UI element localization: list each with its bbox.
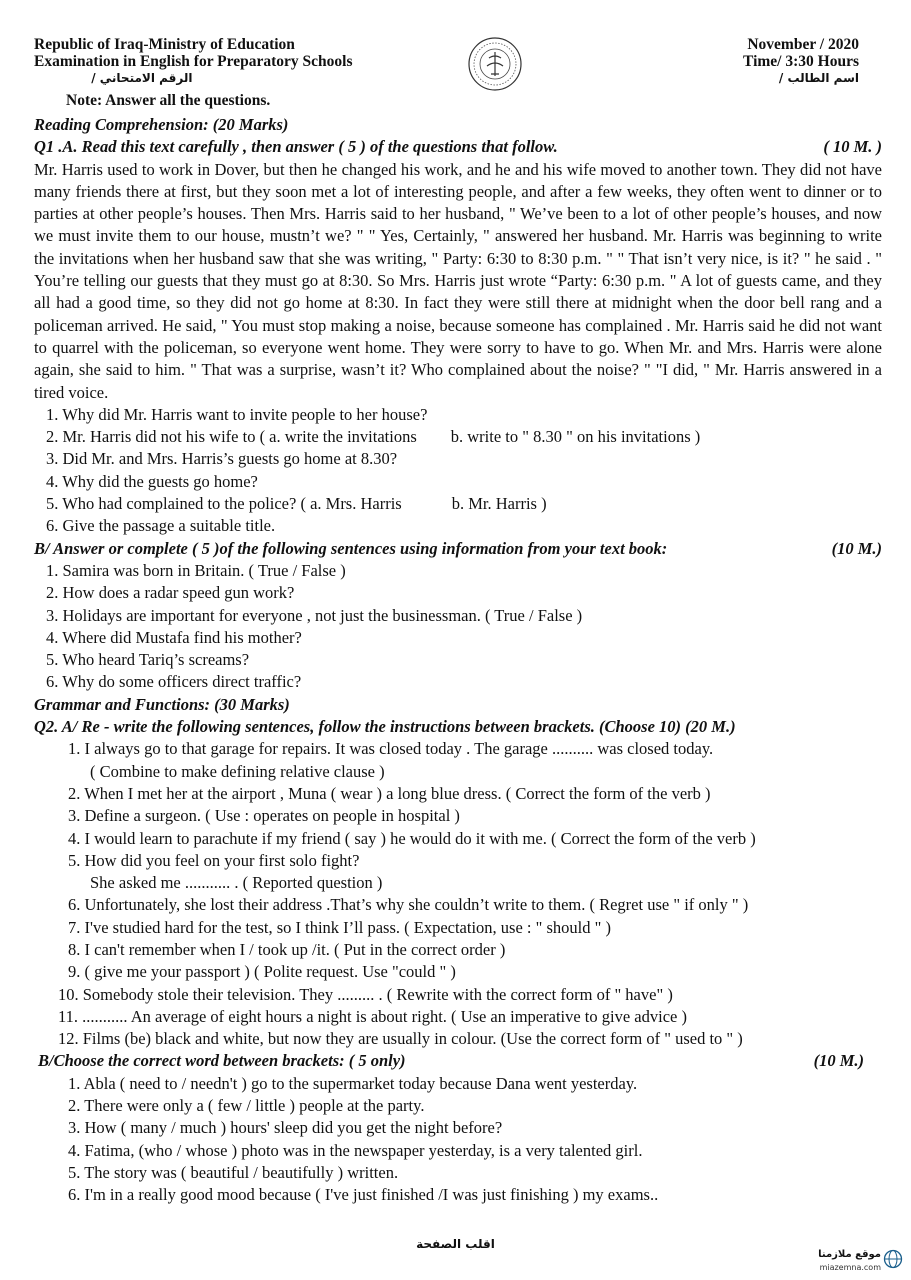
q2a-item-instruction: ( Combine to make defining relative clause ) (90, 761, 385, 781)
q1a-question: 4. Why did the guests go home? (46, 471, 258, 491)
q2b-item: 6. I'm in a really good mood because ( I've just finished /I was just finishing ) my exams.. (68, 1185, 659, 1205)
q2a-item: 9. ( give me your passport ) ( Polite request. Use "could " ) (68, 962, 456, 982)
ministry-seal-icon (467, 36, 523, 92)
q2a-item: 7. I've studied hard for the test, so I think I’ll pass. ( Expectation, use : " should " ) (68, 917, 611, 937)
exam-body (34, 114, 882, 1207)
q1a-header (34, 136, 882, 158)
q1b-marks: (10 M.) (831, 538, 882, 558)
exam-date: November / 2020 (747, 36, 859, 53)
q1b-prompt: B/ Answer or complete ( 5 )of the following sentences using information from your text book: (34, 538, 668, 558)
reading-section-title: Reading Comprehension: (20 Marks) (34, 115, 289, 134)
q1a-option-b: b. Mr. Harris ) (451, 494, 547, 514)
q1b-question: 4. Where did Mustafa find his mother? (46, 627, 302, 647)
watermark-name: موقع ملازمنا (818, 1249, 881, 1260)
q2b-marks: (10 M.) (813, 1051, 864, 1071)
grammar-section-title: Grammar and Functions: (30 Marks) (34, 694, 290, 714)
student-name-label: اسم الطالب / (778, 71, 859, 85)
q1a-question (34, 426, 882, 448)
q2b-prompt: B/Choose the correct word between brackets: ( 5 only) (38, 1051, 406, 1071)
watermark-url: miazemna.com (819, 1263, 881, 1272)
q1a-question: 6. Give the passage a suitable title. (46, 516, 276, 536)
q2a-item: 5. How did you feel on your first solo fight? (68, 850, 360, 870)
q1b-question: 1. Samira was born in Britain. ( True / False ) (46, 560, 346, 580)
exam-time: Time/ 3:30 Hours (743, 53, 859, 70)
q1a-question-text: 5. Who had complained to the police? ( a. Mrs. Harris (46, 494, 402, 514)
q1a-question (34, 493, 882, 515)
header-right (743, 36, 859, 87)
exam-line: Examination in English for Preparatory Schools (34, 53, 353, 70)
note: Note: Answer all the questions. (66, 92, 271, 109)
q2a-item: 4. I would learn to parachute if my friend ( say ) he would do it with me. ( Correct the form of the verb ) (68, 828, 756, 848)
q1a-question: 1. Why did Mr. Harris want to invite people to her house? (46, 404, 428, 424)
q2a-item: 6. Unfortunately, she lost their address .That’s why she couldn’t write to them. ( Regret use " if only " ) (68, 895, 749, 915)
q1b-question: 6. Why do some officers direct traffic? (46, 672, 302, 692)
header-left (34, 36, 353, 87)
q2a-item: 8. I can't remember when I / took up /it. ( Put in the correct order ) (68, 939, 506, 959)
q1b-question: 3. Holidays are important for everyone , not just the businessman. ( True / False ) (46, 605, 583, 625)
globe-icon (883, 1249, 903, 1269)
q2b-item: 5. The story was ( beautiful / beautifully ) written. (68, 1162, 399, 1182)
q2b-item: 2. There were only a ( few / little ) people at the party. (68, 1096, 425, 1116)
q1b-header (34, 538, 882, 560)
q1a-option-b: b. write to " 8.30 " on his invitations ) (450, 427, 701, 447)
q1b-question: 5. Who heard Tariq’s screams? (46, 650, 250, 670)
q2a-item: 12. Films (be) black and white, but now they are usually in colour. (Use the correct form of " used to " ) (58, 1029, 743, 1049)
q1a-prompt: Q1 .A. Read this text carefully , then answer ( 5 ) of the questions that follow. (34, 137, 558, 157)
reading-passage: Mr. Harris used to work in Dover, but then he changed his work, and he and his wife moved to another town. They did not have many friends there at first, but they soon met a lot of interesting people, and after a few weeks, they often went to dinner or to parties at other people’s houses. Then Mrs. Harris said to her husband, " We’ve been to a lot of other people’s houses, and now we must invite them to our house, mustn’t we? " " Yes, Certainly, " answered her husband. Mr. Harris was beginning to write the invitations when her husband saw that she was writing, " Party: 6:30 to 8:30 p.m. " " That isn’t very nice, is it? " he said . " You’re telling our guests that they must go at 8:30. So Mrs. Harris just wrote “Party: 6:30 p.m. " A lot of guests came, and they all had a good time, so they did not go home at 8:30. In fact they were still there at midnight when the door bell rang and a policeman arrived. He said, " You must stop making a noise, because someone has complained . Mr. Harris said he did not want to quarrel with the policeman, so everyone went home. They were sorry to have to go. When Mr. and Mrs. Harris were alone again, she said to him. " That was a surprise, wasn’t it? Who complained about the noise? " "I did, " Mr. Harris answered in a tired voice. (34, 159, 882, 402)
q2b-header (34, 1050, 882, 1072)
q2b-item: 4. Fatima, (who / whose ) photo was in the newspaper yesterday, is a very talented girl. (68, 1140, 643, 1160)
q2a-item: 2. When I met her at the airport , Muna ( wear ) a long blue dress. ( Correct the form of the verb ) (68, 783, 711, 803)
exam-number-label: الرقم الامتحاني / (91, 71, 193, 85)
q2a-prompt: Q2. A/ Re - write the following sentences, follow the instructions between brackets. (Choose 10) (20 M.) (34, 717, 736, 737)
q1a-marks: ( 10 M. ) (823, 137, 882, 157)
q2a-item: 10. Somebody stole their television. They ......... . ( Rewrite with the correct form of " have" ) (58, 984, 673, 1004)
q2a-item-instruction: She asked me ........... . ( Reported question ) (90, 873, 383, 893)
q2a-item: 1. I always go to that garage for repairs. It was closed today . The garage .......... was closed today. (68, 739, 714, 759)
q1b-question: 2. How does a radar speed gun work? (46, 583, 295, 603)
q1a-question: 3. Did Mr. and Mrs. Harris’s guests go home at 8.30? (46, 449, 398, 469)
q2b-item: 3. How ( many / much ) hours' sleep did you get the night before? (68, 1118, 503, 1138)
q1a-question-text: 2. Mr. Harris did not his wife to ( a. write the invitations (46, 427, 417, 447)
q2a-item: 3. Define a surgeon. ( Use : operates on people in hospital ) (68, 806, 460, 826)
q2a-item: 11. ........... An average of eight hours a night is about right. ( Use an imperative to give advice ) (58, 1006, 687, 1026)
q2b-item: 1. Abla ( need to / needn't ) go to the supermarket today because Dana went yesterday. (68, 1073, 638, 1093)
ministry-line: Republic of Iraq-Ministry of Education (34, 36, 295, 53)
turn-page-label: اقلب الصفحة (416, 1237, 495, 1251)
